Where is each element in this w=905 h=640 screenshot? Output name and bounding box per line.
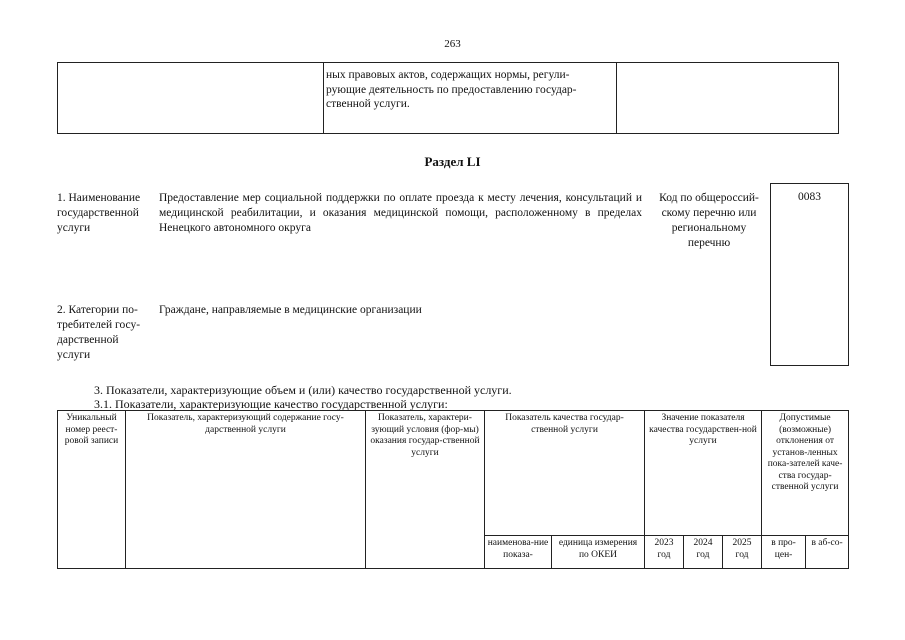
indicators-table <box>57 410 849 569</box>
label-line: 1. Наименование <box>57 192 141 204</box>
column-divider <box>323 63 324 133</box>
category-text: Граждане, направляемые в медицинские организации <box>159 304 422 316</box>
subheader-percent: в про-цен- <box>762 536 806 569</box>
subheader-absolute: в аб-со- <box>806 536 849 569</box>
column-divider <box>616 63 617 133</box>
continuation-line: ных правовых актов, содержащих нормы, регули- <box>326 69 570 81</box>
label-line: Код по общероссий- <box>659 192 759 204</box>
continuation-line: рующие деятельность по предоставлению государ- <box>326 83 577 96</box>
header-conditions-indicator: Показатель, характери-зующий условия (фор-мы) оказания государ-ственной услуги <box>366 411 485 569</box>
page-number: 263 <box>444 38 461 50</box>
label-line: скому перечню или <box>661 207 757 219</box>
label-line: государственной <box>57 207 139 219</box>
subheader-indicator-name: наименова-ние показа- <box>485 536 552 569</box>
subheader-unit-okei: единица измерения по ОКЕИ <box>552 536 645 569</box>
header-unique-number: Уникальный номер реест-ровой записи <box>58 411 126 569</box>
code-box <box>770 183 849 366</box>
continuation-line: ственной услуги. <box>326 98 410 110</box>
code-value: 0083 <box>798 191 821 203</box>
header-content-indicator: Показатель, характеризующий содержание госу-дарственной услуги <box>126 411 366 569</box>
label-line: услуги <box>57 349 91 361</box>
paragraph-3-1: 3.1. Показатели, характеризующие качество государственной услуги: <box>94 397 448 411</box>
label-line: 2. Категории по- <box>57 304 138 316</box>
continuation-text <box>326 68 612 112</box>
label-line: перечню <box>687 237 731 249</box>
continuation-table <box>57 62 839 134</box>
subheader-year-2024: 2024 год <box>684 536 723 569</box>
label-line: дарственной <box>57 334 119 346</box>
code-label <box>650 191 768 251</box>
label-line: региональному <box>671 222 747 234</box>
label-line: требителей госу- <box>57 319 141 331</box>
label-line: услуги <box>57 222 91 234</box>
service-name-label <box>57 191 157 236</box>
subheader-year-2023: 2023 год <box>645 536 684 569</box>
subheader-year-2025: 2025 год <box>723 536 762 569</box>
section-title: Раздел LI <box>424 154 481 169</box>
paragraph-3: 3. Показатели, характеризующие объем и (или) качество государственной услуги. <box>94 383 512 397</box>
header-allowed-deviation: Допустимые (возможные) отклонения от установ-ленных пока-зателей каче-ства государ-ственной услуги <box>762 411 849 536</box>
service-name-text: Предоставление мер социальной поддержки по оплате проезда к месту лечения, консультаций и медицинской реабилитации, и оказания медицинской помощи, расположенному в пределах Ненецкого автономного округа <box>159 192 642 234</box>
header-indicator-value: Значение показателя качества государствен-ной услуги <box>645 411 762 536</box>
header-quality-indicator: Показатель качества государ-ственной услуги <box>485 411 645 536</box>
category-label <box>57 303 157 363</box>
